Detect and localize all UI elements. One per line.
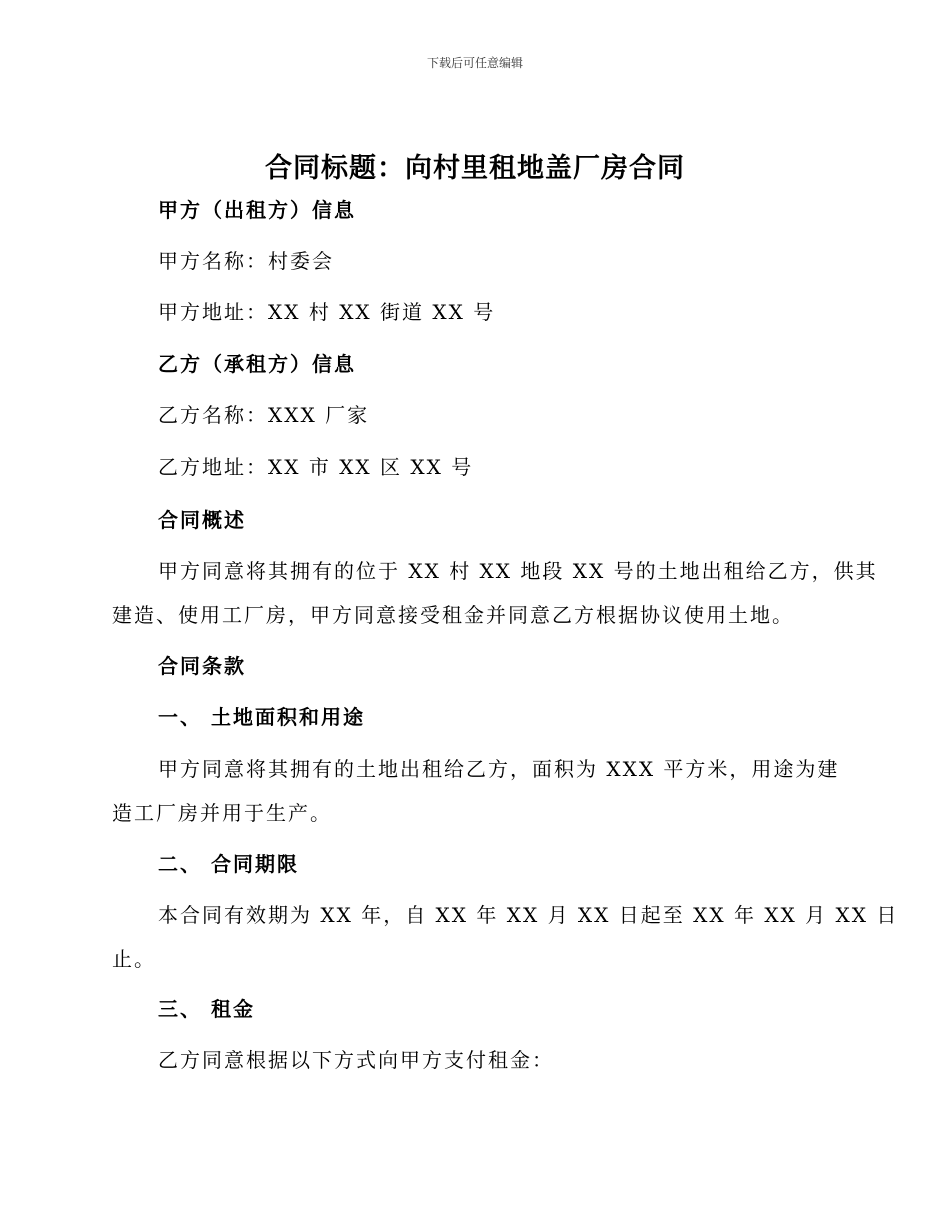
clause-2-line-1: 本合同有效期为 XX 年，自 XX 年 XX 月 XX 日起至 XX 年 XX 月 XX 日 (158, 903, 899, 927)
clause-2-heading: 二、 合同期限 (158, 852, 299, 876)
party-a-heading: 甲方（出租方）信息 (158, 198, 356, 222)
party-b-name: 乙方名称：XXX 厂家 (158, 403, 370, 427)
party-a-address: 甲方地址：XX 村 XX 街道 XX 号 (158, 300, 496, 324)
overview-line-1: 甲方同意将其拥有的位于 XX 村 XX 地段 XX 号的土地出租给乙方，供其 (158, 559, 878, 583)
terms-heading: 合同条款 (158, 654, 246, 678)
party-b-heading: 乙方（承租方）信息 (158, 352, 356, 376)
clause-1-heading: 一、 土地面积和用途 (158, 705, 365, 729)
clause-1-line-2: 造工厂房并用于生产。 (112, 801, 332, 825)
overview-heading: 合同概述 (158, 508, 246, 532)
clause-1-line-1: 甲方同意将其拥有的土地出租给乙方，面积为 XXX 平方米，用途为建 (158, 757, 840, 781)
clause-3-line-1: 乙方同意根据以下方式向甲方支付租金： (158, 1048, 554, 1072)
clause-2-line-2: 止。 (112, 947, 156, 971)
header-note: 下载后可任意编辑 (426, 56, 523, 70)
contract-title: 合同标题：向村里租地盖厂房合同 (265, 153, 685, 184)
clause-3-heading: 三、 租金 (158, 997, 255, 1021)
overview-line-2: 建造、使用工厂房，甲方同意接受租金并同意乙方根据协议使用土地。 (112, 603, 794, 627)
party-a-name: 甲方名称：村委会 (158, 249, 334, 273)
party-b-address: 乙方地址：XX 市 XX 区 XX 号 (158, 455, 474, 479)
